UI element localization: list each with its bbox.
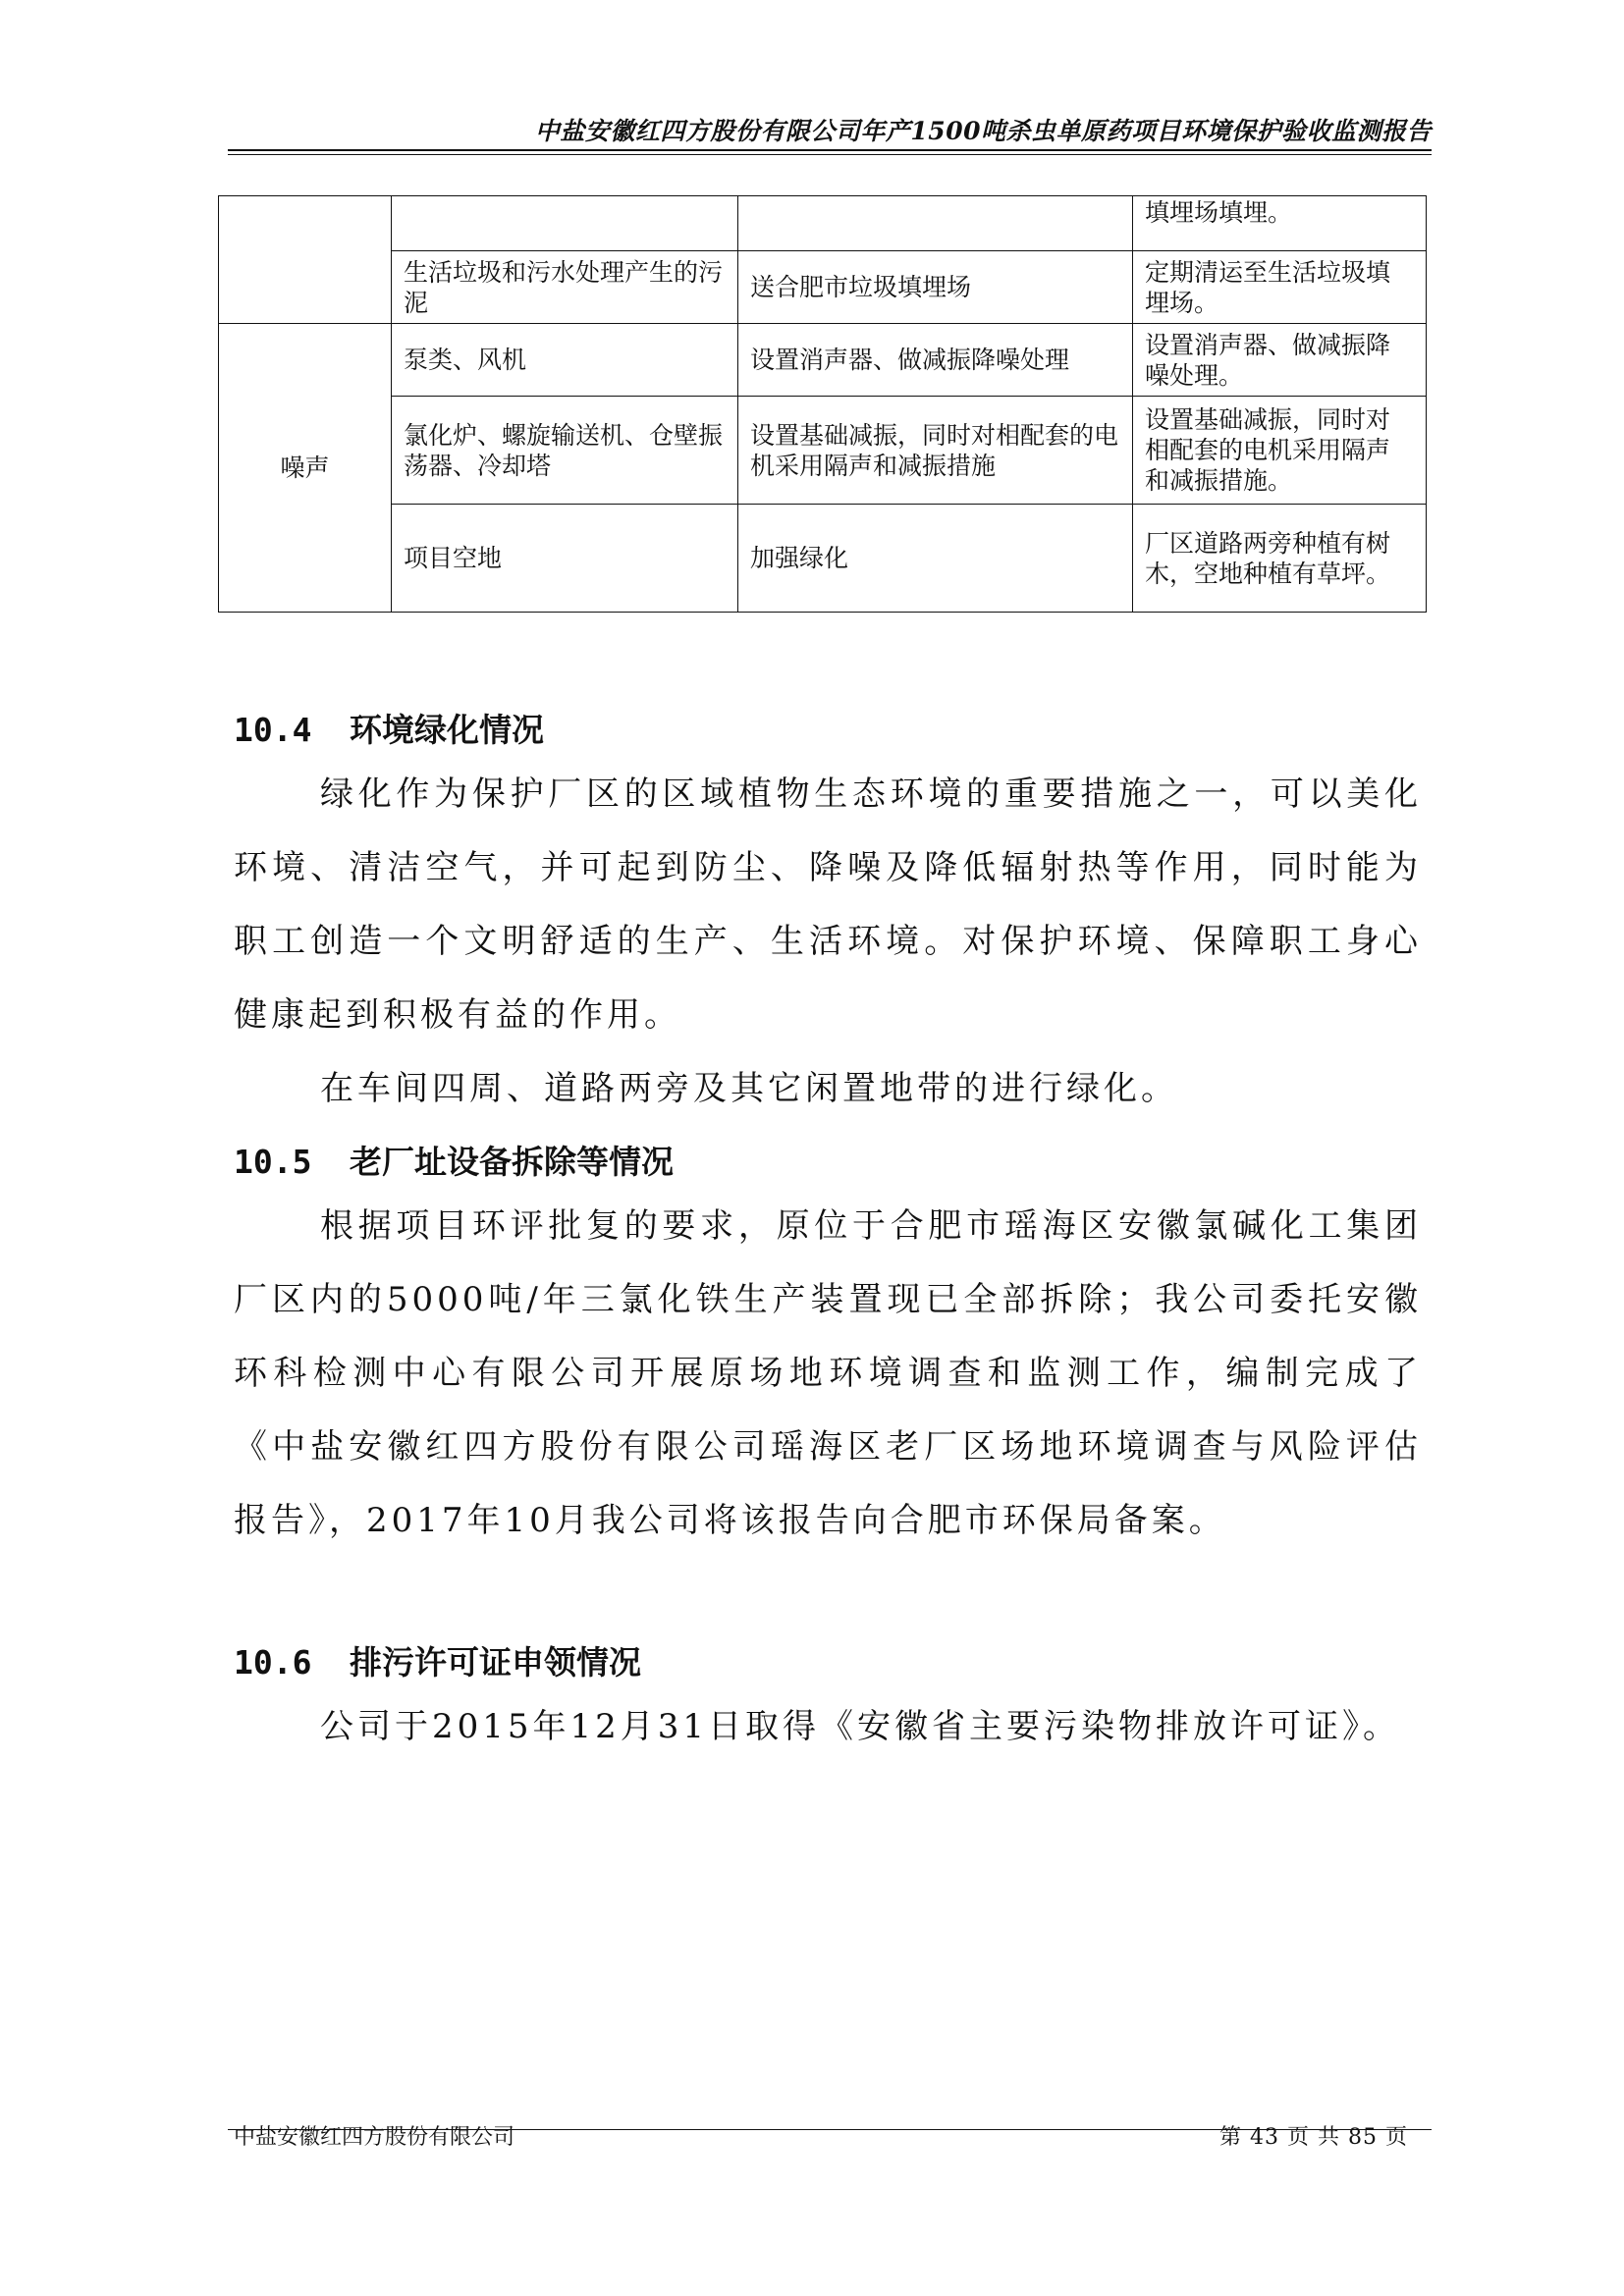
page-number: 第 43 页 共 85 页 xyxy=(1219,2125,1408,2150)
table-cell-implementation: 设置消声器、做减振降噪处理。 xyxy=(1133,324,1427,397)
table-cell-source: 项目空地 xyxy=(392,505,738,613)
table-cell-measure: 设置消声器、做减振降噪处理 xyxy=(738,324,1133,397)
paragraph: 根据项目环评批复的要求，原位于合肥市瑶海区安徽氯碱化工集团厂区内的5000吨/年三氯化铁生产装置现已全部拆除；我公司委托安徽环科检测中心有限公司开展原场地环境调查和监测工作，编制完成了《中盐安徽红四方股份有限公司瑶海区老厂区场地环境调查与风险评估报告》，2017年10月我公司将该报告向合肥市环保局备案。 xyxy=(234,1206,1422,1540)
table-cell-implementation: 设置基础减振，同时对相配套的电机采用隔声和减振措施。 xyxy=(1133,397,1427,505)
pollution-control-table xyxy=(218,195,1427,613)
section-number: 10.4 xyxy=(234,711,312,749)
section-heading-10-6 xyxy=(234,1637,641,1683)
table-cell-source: 氯化炉、螺旋输送机、仓壁振荡器、冷却塔 xyxy=(392,397,738,505)
table-row xyxy=(219,505,1427,613)
section-title: 老厂址设备拆除等情况 xyxy=(350,1143,674,1181)
table-cell-implementation: 厂区道路两旁种植有树木，空地种植有草坪。 xyxy=(1133,505,1427,613)
table-cell-measure: 送合肥市垃圾填埋场 xyxy=(738,251,1133,324)
section-title: 排污许可证申领情况 xyxy=(350,1643,641,1682)
section-heading-10-5 xyxy=(234,1137,674,1183)
section-heading-10-4 xyxy=(234,705,544,751)
table-cell-measure xyxy=(738,196,1133,251)
table-cell-category xyxy=(219,196,392,324)
footer-company: 中盐安徽红四方股份有限公司 xyxy=(234,2125,515,2150)
table-cell-measure: 设置基础减振，同时对相配套的电机采用隔声和减振措施 xyxy=(738,397,1133,505)
table-cell-implementation: 定期清运至生活垃圾填埋场。 xyxy=(1133,251,1427,324)
section-number: 10.5 xyxy=(234,1143,312,1181)
table-cell-source xyxy=(392,196,738,251)
header-rule-thin xyxy=(228,154,1432,155)
table-cell-measure: 加强绿化 xyxy=(738,505,1133,613)
paragraph: 公司于2015年12月31日取得《安徽省主要污染物排放许可证》。 xyxy=(320,1707,1401,1746)
table-cell-source: 泵类、风机 xyxy=(392,324,738,397)
header-rule xyxy=(228,149,1432,151)
section-title: 环境绿化情况 xyxy=(350,711,544,749)
header-title: 中盐安徽红四方股份有限公司年产1500吨杀虫单原药项目环境保护验收监测报告 xyxy=(534,117,1432,145)
table-cell-category: 噪声 xyxy=(219,324,392,613)
paragraph: 绿化作为保护厂区的区域植物生态环境的重要措施之一，可以美化环境、清洁空气，并可起到防尘、降噪及降低辐射热等作用，同时能为职工创造一个文明舒适的生产、生活环境。对保护环境、保障职工身心健康起到积极有益的作用。 xyxy=(234,774,1422,1035)
table-cell-implementation: 填埋场填埋。 xyxy=(1133,196,1427,251)
table-row xyxy=(219,251,1427,324)
table-cell-source: 生活垃圾和污水处理产生的污泥 xyxy=(392,251,738,324)
table-row xyxy=(219,397,1427,505)
table-row xyxy=(219,324,1427,397)
paragraph: 在车间四周、道路两旁及其它闲置地带的进行绿化。 xyxy=(320,1069,1178,1108)
table-row xyxy=(219,196,1427,251)
section-number: 10.6 xyxy=(234,1643,312,1682)
